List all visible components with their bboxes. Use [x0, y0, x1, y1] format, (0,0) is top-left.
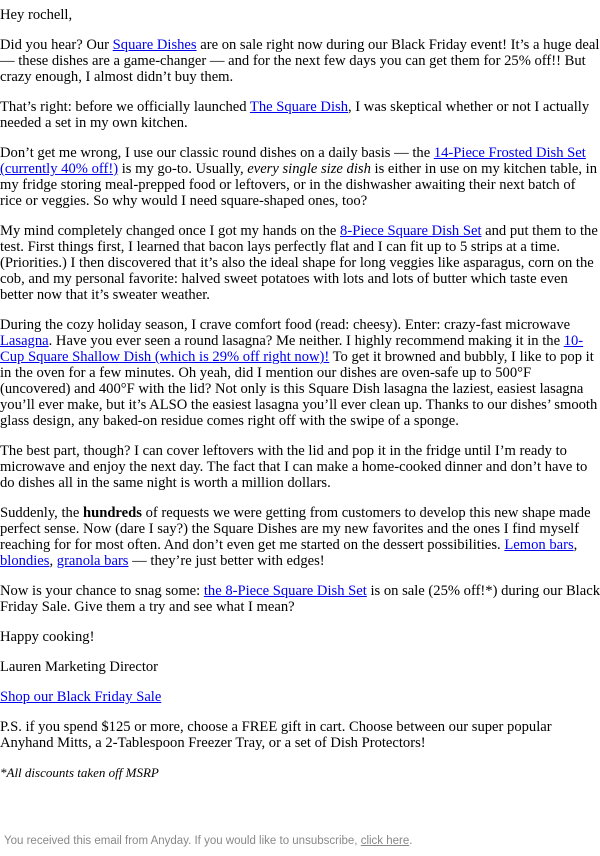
postscript: P.S. if you spend $125 or more, choose a FREE gift in cart. Choose between our super popular Anyhand Mitts, a 2-Tablespoon Freezer Tray, or a set of Dish Protectors! [0, 719, 552, 751]
paragraph-requests: Suddenly, the hundreds of requests we were getting from customers to develop this new shape made perfect sense. Now (dare I say?) the Square Dishes are my new favorites and the ones I find myself reaching for for most often. And don’t even get me started on the dessert possibilities. Lemon bars, blondies, granola bars — they’re just better with edges! [0, 505, 591, 569]
disclaimer: *All discounts taken off MSRP [0, 765, 159, 780]
paragraph-skeptical: That’s right: before we officially launched The Square Dish, I was skeptical whether or not I actually needed a set in my own kitchen. [0, 99, 590, 131]
link-the-square-dish[interactable]: The Square Dish [249, 99, 348, 115]
paragraph-lasagna: During the cozy holiday season, I crave comfort food (read: cheesy). Enter: crazy-fast microwave Lasagna. Have you ever seen a round lasagna? Me neither. I highly recommend making it in the 10-Cup Square Shallow Dish (which is 29% off right now)! To get it browned and bubbly, I like to pop it in the oven for a few minutes. Oh yeah, did I mention our dishes are oven-safe up to 500°F (uncovered) and 400°F with the lid? Not only is this Square Dish lasagna the laziest, easiest lasagna you’ll ever make, but it’s ALSO the easiest lasagna you’ll ever clean up. Thanks to our dishes’ smooth glass design, any baked-on residue comes right off with the swipe of a sponge. [0, 317, 598, 429]
shop-sale-link[interactable]: Shop our Black Friday Sale [0, 689, 162, 705]
paragraph-leftovers: The best part, though? I can cover leftovers with the lid and pop it in the fridge until I’m ready to microwave and enjoy the next day. The fact that I can make a home-cooked dinner and don’t have to do dishes all in the same night is worth a million dollars. [0, 443, 588, 491]
footer: You received this email from Anyday. If you would like to unsubscribe, click here. [4, 835, 413, 847]
link-10-cup-square-shallow-dish[interactable]: 10-Cup Square Shallow Dish (which is 29% off right now)! [0, 333, 584, 365]
signature: Lauren Marketing Director [0, 659, 159, 675]
greeting: Hey rochell, [0, 7, 73, 23]
link-8-piece-square-dish-set-sale[interactable]: the 8-Piece Square Dish Set [203, 583, 367, 599]
paragraph-sale: Now is your chance to snag some: the 8-Piece Square Dish Set is on sale (25% off!*) during our Black Friday Sale. Give them a try and see what I mean? [0, 583, 600, 615]
link-lasagna[interactable]: Lasagna [0, 333, 49, 349]
paragraph-mind-changed: My mind completely changed once I got my hands on the 8-Piece Square Dish Set and put them to the test. First things first, I learned that bacon lays perfectly flat and I can fit up to 5 strips at a time. (Priorities.) I then discovered that it’s also the ideal shape for long veggies like asparagus, corn on the cob, and my personal favorite: halved sweet potatoes with lots and lots of butter which taste even better now that it’s sweater weather. [0, 223, 598, 303]
paragraph-round-dishes: Don’t get me wrong, I use our classic round dishes on a daily basis — the 14-Piece Frosted Dish Set (currently 40% off!) is my go-to. Usually, every single size dish is either in use on my kitchen table, in my fridge storing meal-prepped food or leftovers, or in the dishwasher awaiting their next batch of rice or veggies. So why would I need square-shaped ones, too? [0, 145, 598, 209]
link-granola-bars[interactable]: granola bars [56, 553, 129, 569]
link-14-piece-frosted-dish-set[interactable]: 14-Piece Frosted Dish Set (currently 40% off!) [0, 145, 586, 177]
cta-paragraph [0, 689, 600, 705]
link-blondies[interactable]: blondies [0, 553, 50, 569]
paragraph-intro: Did you hear? Our Square Dishes are on sale right now during our Black Friday event! It’s a huge deal — these dishes are a game-changer — and for the next few days you can get them for 25% off!! But crazy enough, I almost didn’t buy them. [0, 37, 600, 85]
unsubscribe-link[interactable]: click here [360, 835, 410, 847]
link-square-dishes[interactable]: Square Dishes [112, 37, 197, 53]
closing-line: Happy cooking! [0, 629, 95, 645]
link-lemon-bars[interactable]: Lemon bars [504, 537, 574, 553]
link-8-piece-square-dish-set[interactable]: 8-Piece Square Dish Set [340, 223, 482, 239]
